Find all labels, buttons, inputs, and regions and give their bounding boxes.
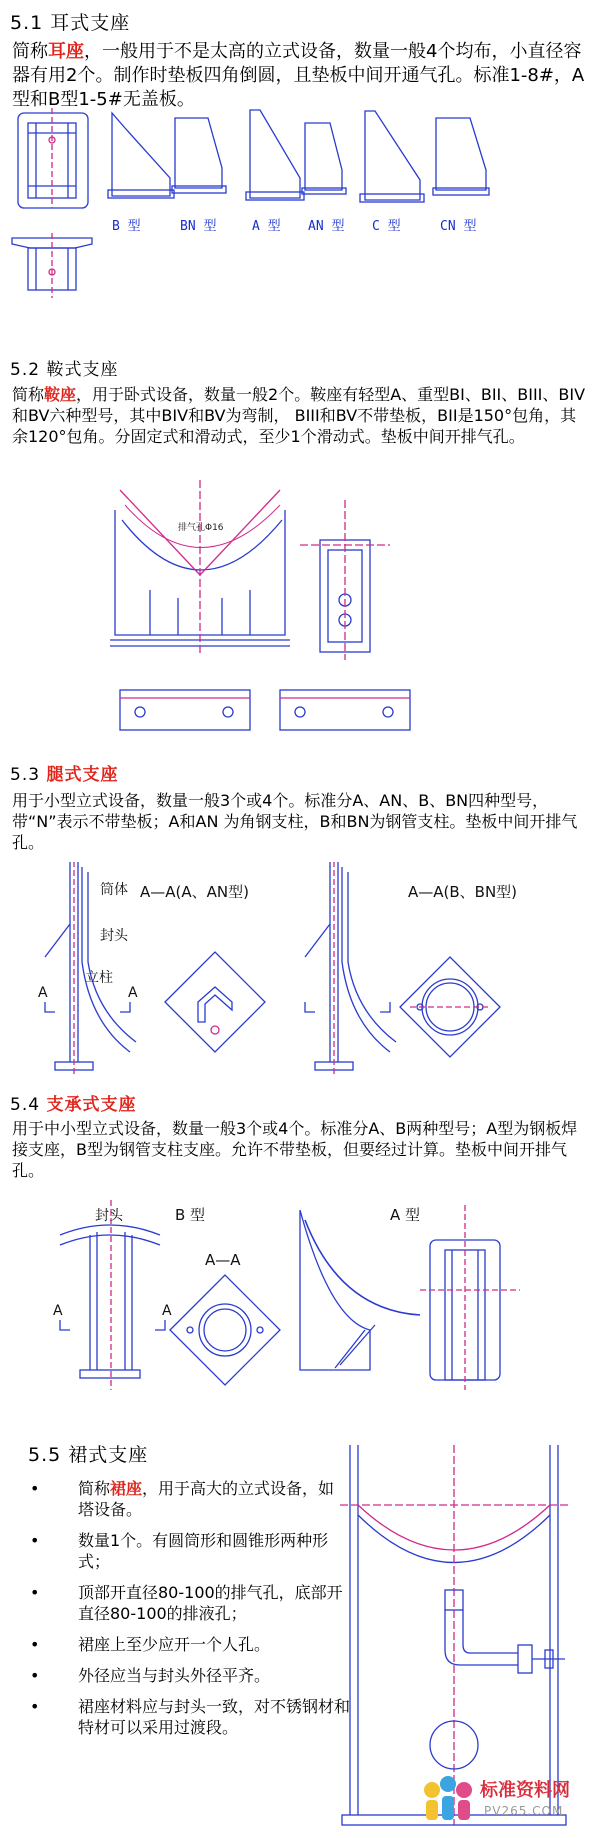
bullet-icon: • [30,1697,40,1716]
bullet-icon: • [30,1531,40,1550]
list-item-text: 顶部开直径80-100的排气孔，底部开直径80-100的排液孔； [78,1583,343,1623]
watermark [418,1770,593,1830]
list-item [30,1634,350,1655]
section-5-4-text: 用于中小型立式设备，数量一般3个或4个。标准分A、B两种型号；A型为钢板焊接支座，B型为钢管支柱支座。允许不带垫板，但要经过计算。垫板中间开排气孔。 [12,1119,578,1180]
section-5-5-title: 5.5 裙式支座 [28,1444,149,1466]
head-label: 封头 [100,928,128,944]
type-label-a: A 型 [252,219,281,234]
s54-a-type: A 型 [390,1206,421,1224]
type-label-c: C 型 [372,219,401,234]
list-item [30,1696,350,1738]
section-5-2-text [12,384,592,447]
section-b-label: A—A(B、BN型) [408,883,518,901]
skirt-support-list [30,1478,350,1748]
ear-support-figure [0,108,600,303]
section-5-1-title: 5.1 耳式支座 [10,12,131,34]
s51-prefix: 简称 [12,41,48,62]
bullet-icon: • [30,1666,40,1685]
type-label-b: B 型 [112,219,141,234]
bullet-icon: • [30,1635,40,1654]
s52-rest: ，用于卧式设备，数量一般2个。鞍座有轻型A、重型BI、BII、BIII、BIV和BV六种型号，其中BIV和BV为弯制， BIII和BV不带垫板，BII是150°包角，其余120°包角。分固定式和滑动式，至少1个滑动式。垫板中间开排气孔。 [12,385,586,446]
first-rest: ，用于高大的立式设备，如塔设备。 [78,1479,335,1519]
section-5-2-title: 5.2 鞍式支座 [10,360,119,380]
watermark-logo-icon [418,1770,478,1830]
s54-b-type: B 型 [175,1206,206,1224]
mark-a-2: A [128,985,138,1001]
s54-title-num: 5.4 [10,1095,47,1115]
column-label: 立柱 [85,970,113,986]
list-item-text: 外径应当与封头外径平齐。 [78,1666,271,1685]
section-5-3-text: 用于小型立式设备，数量一般3个或4个。标准分A、AN、B、BN四种型号，带“N”表示不带垫板；A和AN 为角钢支柱，B和BN为钢管支柱。垫板中间开排气孔。 [12,791,578,852]
shell-label: 筒体 [100,882,128,898]
section-5-1-text [12,40,592,112]
section-5-4-title [10,1090,136,1115]
list-item-text: 数量1个。有圆筒形和圆锥形两种形式； [78,1531,329,1571]
s54-section: A—A [205,1251,241,1269]
list-item [30,1582,350,1624]
s53-title-num: 5.3 [10,765,47,785]
watermark-url: PV265.COM [484,1804,564,1818]
type-label-cn: CN 型 [440,219,477,234]
bullet-icon: • [30,1583,40,1602]
section-a-label: A—A(A、AN型) [140,883,249,901]
s54-mark-2: A [162,1303,172,1319]
list-item-text: 裙座上至少应开一个人孔。 [78,1635,271,1654]
list-item [30,1478,350,1520]
vent-hole-label: 排气孔Φ16 [178,523,224,533]
list-item-text: 裙座材料应与封头一致，对不锈钢材和特材可以采用过渡段。 [78,1697,351,1737]
first-highlight: 裙座 [110,1479,143,1498]
type-label-bn: BN 型 [180,219,217,234]
leg-support-figure [0,862,600,1077]
type-label-an: AN 型 [308,219,345,234]
s54-title-highlight: 支承式支座 [46,1095,137,1115]
first-prefix: 简称 [78,1479,111,1498]
watermark-name: 标准资料网 [480,1780,570,1801]
mark-a-1: A [38,985,48,1001]
s53-title-highlight: 腿式支座 [46,765,119,785]
s52-highlight: 鞍座 [44,385,77,404]
s54-head-label: 封头 [95,1208,123,1224]
s51-highlight: 耳座 [48,41,84,62]
section-5-3-title [10,760,118,785]
s54-mark-1: A [53,1303,63,1319]
saddle-support-figure [0,480,600,745]
list-item [30,1530,350,1572]
list-item [30,1665,350,1686]
s51-rest: ，一般用于不是太高的立式设备，数量一般4个均布，小直径容器有用2个。制作时垫板四角倒圆，且垫板中间开通气孔。标准1-8#，A型和B型1-5#无盖板。 [12,41,585,110]
bearing-support-figure [0,1190,600,1400]
bullet-icon: • [30,1479,40,1498]
s52-prefix: 简称 [12,385,45,404]
